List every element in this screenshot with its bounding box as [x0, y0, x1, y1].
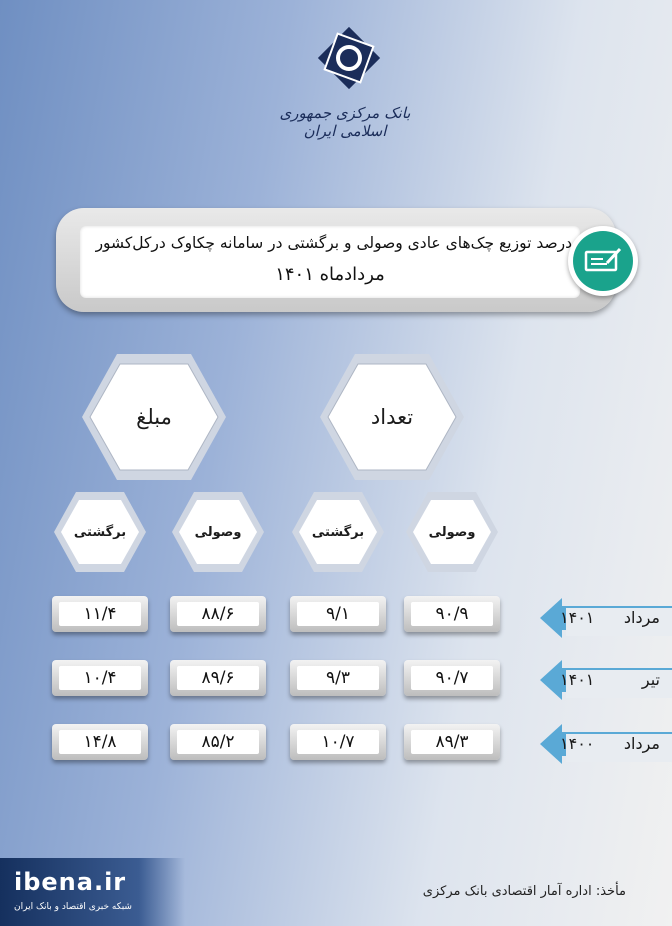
group-header-count	[318, 352, 466, 482]
ibena-tagline: شبکه خبری اقتصاد و بانک ایران	[14, 902, 132, 912]
row-year: ۱۴۰۱	[560, 670, 595, 689]
cell-amount-cleared	[170, 596, 266, 632]
bank-name: بانک مرکزی جمهوری اسلامی ایران	[279, 104, 411, 140]
subheader-count-returned	[290, 490, 386, 574]
title-box	[80, 226, 580, 298]
subheader-count-cleared	[404, 490, 500, 574]
subheader-amount-cleared	[170, 490, 266, 574]
cell-value: ۸۹/۶	[177, 666, 259, 690]
cell-amount-returned	[52, 724, 148, 760]
row-month: مرداد	[623, 734, 660, 753]
cell-count-cleared	[404, 724, 500, 760]
group-label-amount: مبلغ	[136, 405, 172, 429]
subheader-amount-returned	[52, 490, 148, 574]
cell-count-returned	[290, 660, 386, 696]
cell-value: ۹۰/۷	[411, 666, 493, 690]
cell-value: ۸۹/۳	[411, 730, 493, 754]
cell-count-returned	[290, 596, 386, 632]
cell-value: ۸۸/۶	[177, 602, 259, 626]
group-label-count: تعداد	[370, 405, 414, 429]
cell-count-returned	[290, 724, 386, 760]
group-header-amount	[80, 352, 228, 482]
cell-value: ۹/۳	[297, 666, 379, 690]
cell-count-cleared	[404, 596, 500, 632]
cell-value: ۱۴/۸	[59, 730, 141, 754]
cell-value: ۱۰/۴	[59, 666, 141, 690]
cell-amount-returned	[52, 596, 148, 632]
subheader-label: برگشتی	[73, 524, 127, 540]
source-note: مأخذ: اداره آمار اقتصادی بانک مرکزی	[422, 884, 626, 899]
cell-amount-cleared	[170, 660, 266, 696]
row-month: مرداد	[623, 608, 660, 627]
cell-value: ۹۰/۹	[411, 602, 493, 626]
row-label	[540, 722, 672, 766]
cell-value: ۸۵/۲	[177, 730, 259, 754]
ibena-logo: ibena.ir	[14, 868, 127, 896]
cell-value: ۹/۱	[297, 602, 379, 626]
bank-emblem-icon	[313, 22, 385, 94]
row-month: تیر	[641, 670, 660, 689]
cell-value: ۱۰/۷	[297, 730, 379, 754]
cell-count-cleared	[404, 660, 500, 696]
title-line-1: درصد توزیع چک‌های عادی وصولی و برگشتی در سامانه چکاوک درکل‌کشور	[95, 234, 572, 252]
row-label	[540, 658, 672, 702]
row-label	[540, 596, 672, 640]
subheader-label: برگشتی	[311, 524, 365, 540]
ibena-watermark	[0, 858, 185, 926]
cell-amount-returned	[52, 660, 148, 696]
check-writing-icon	[573, 231, 633, 291]
cell-value: ۱۱/۴	[59, 602, 141, 626]
subheader-label: وصولی	[428, 524, 476, 540]
row-year: ۱۴۰۱	[560, 608, 595, 627]
check-badge	[568, 226, 638, 296]
cell-amount-cleared	[170, 724, 266, 760]
title-line-2: مردادماه ۱۴۰۱	[275, 264, 385, 285]
subheader-label: وصولی	[194, 524, 242, 540]
row-year: ۱۴۰۰	[560, 734, 595, 753]
